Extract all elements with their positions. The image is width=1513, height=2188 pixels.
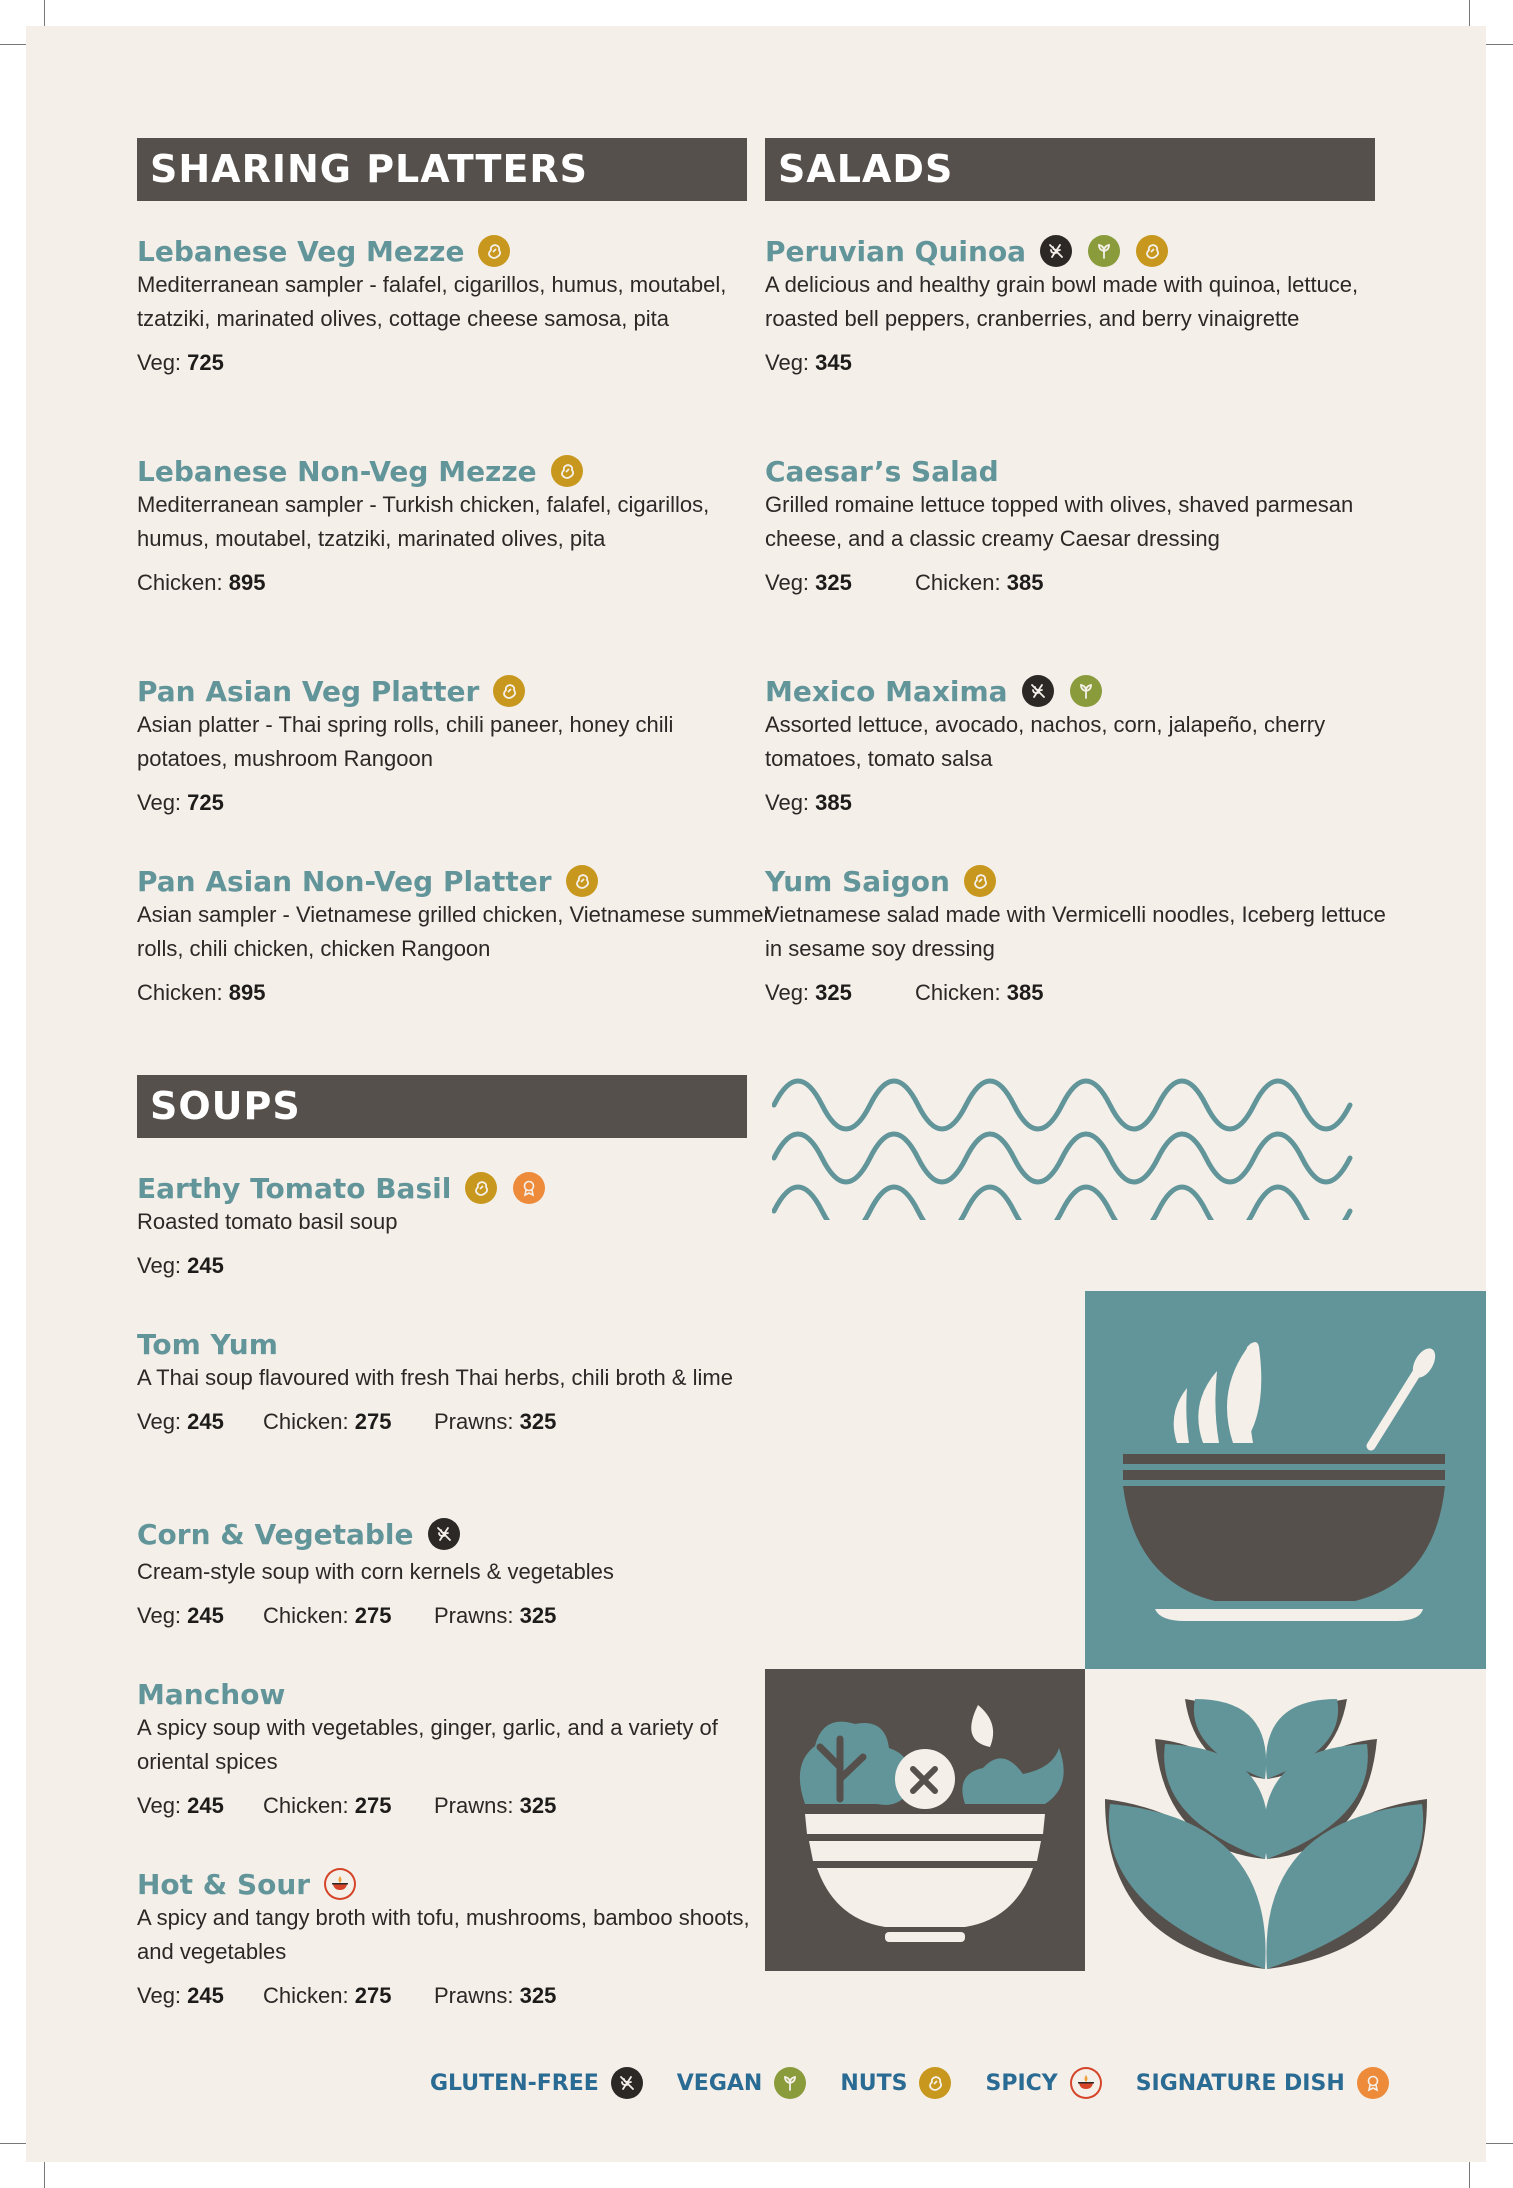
item-description: Roasted tomato basil soup [137,1209,398,1234]
price-value: 385 [1006,570,1044,595]
nuts-icon [551,455,583,487]
item-name: Peruvian Quinoa [765,234,1027,268]
price-label: Veg: [137,350,182,375]
price-label: Veg: [137,1793,182,1818]
nuts-icon [493,675,525,707]
price-label: Prawns: [434,1603,514,1628]
spicy-icon [324,1868,356,1900]
item-description: Vietnamese salad made with Vermicelli noodles, Iceberg lettuce in sesame soy dressing [765,902,1386,961]
item-prices [137,1983,767,2009]
item-name: Lebanese Non-Veg Mezze [137,454,537,488]
soup-bowl-illustration [1085,1291,1486,1669]
price-label: Chicken: [263,1793,349,1818]
item-description: Asian sampler - Vietnamese grilled chicken, Vietnamese summer rolls, chili chicken, chicken Rangoon [137,902,771,961]
price-value: 245 [187,1983,224,2008]
item-name: Lebanese Veg Mezze [137,234,465,268]
legend-label: VEGAN [676,2070,763,2096]
item-name: Manchow [137,1677,286,1711]
menu-item [765,453,1390,596]
menu-item [137,863,777,1006]
menu-item [137,233,762,376]
price-label: Chicken: [263,1603,349,1628]
price-value: 325 [519,1793,557,1818]
price-label: Chicken: [137,570,223,595]
item-description: A delicious and healthy grain bowl made with quinoa, lettuce, roasted bell peppers, cranberries, and berry vinaigrette [765,272,1359,331]
item-prices [137,1409,762,1435]
section-header-salads: SALADS [765,138,1375,201]
item-prices [765,570,1390,596]
crop-mark [1469,2158,1470,2188]
item-prices [137,570,762,596]
vegan-icon [1088,235,1120,267]
item-prices [137,1603,762,1629]
price-value: 275 [354,1409,392,1434]
nuts-icon [964,865,996,897]
price-value: 385 [815,790,852,815]
price-value: 895 [228,570,266,595]
item-name: Earthy Tomato Basil [137,1171,452,1205]
price-value: 245 [187,1793,224,1818]
legend-item [677,2067,807,2099]
wave-decoration [772,1070,1378,1220]
menu-item [137,1170,762,1279]
price-label: Chicken: [915,570,1001,595]
vegan-icon [774,2067,806,2099]
item-prices [137,1253,762,1279]
price-label: Chicken: [263,1409,349,1434]
legend-item [840,2067,951,2099]
signature-dish-icon [1357,2067,1389,2099]
price-label: Chicken: [915,980,1001,1005]
item-prices [137,1793,762,1819]
price-label: Veg: [137,1409,182,1434]
legend-label: SPICY [985,2070,1058,2096]
item-prices [765,980,1390,1006]
crop-mark [44,2158,45,2188]
crop-mark [1483,44,1513,45]
section-header-sharing-platters: SHARING PLATTERS [137,138,747,201]
price-value: 245 [187,1253,224,1278]
nuts-icon [1136,235,1168,267]
price-value: 325 [519,1983,557,2008]
price-value: 325 [815,980,852,1005]
item-name: Corn & Vegetable [137,1517,414,1551]
menu-item [137,1866,767,2009]
crop-mark [1483,2143,1513,2144]
dietary-legend [430,2067,1423,2099]
gluten-free-icon [1040,235,1072,267]
price-value: 275 [354,1983,392,2008]
legend-label: SIGNATURE DISH [1135,2070,1345,2096]
price-value: 245 [187,1409,224,1434]
item-description: A spicy and tangy broth with tofu, mushrooms, bamboo shoots, and vegetables [137,1905,750,1964]
price-label: Veg: [137,1253,182,1278]
vegan-icon [1070,675,1102,707]
item-prices [765,790,1390,816]
nuts-icon [478,235,510,267]
price-label: Veg: [137,1983,182,2008]
item-prices [765,350,1390,376]
menu-item [765,673,1390,816]
item-description: Cream-style soup with corn kernels & vegetables [137,1559,614,1584]
price-label: Veg: [765,350,810,375]
price-label: Chicken: [263,1983,349,2008]
item-name: Yum Saigon [765,864,950,898]
leaf-plant-illustration [1085,1669,1486,1971]
price-value: 385 [1006,980,1044,1005]
gluten-free-icon [1022,675,1054,707]
item-name: Hot & Sour [137,1867,311,1901]
price-label: Prawns: [434,1409,514,1434]
gluten-free-icon [428,1518,460,1550]
price-value: 245 [187,1603,224,1628]
item-name: Mexico Maxima [765,674,1008,708]
price-label: Prawns: [434,1793,514,1818]
menu-item [765,863,1390,1006]
price-value: 895 [228,980,266,1005]
item-description: Mediterranean sampler - Turkish chicken, falafel, cigarillos, humus, moutabel, tzatziki, marinated olives, pita [137,492,710,551]
price-value: 725 [187,790,224,815]
item-description: A Thai soup flavoured with fresh Thai herbs, chili broth & lime [137,1365,733,1390]
item-description: A spicy soup with vegetables, ginger, garlic, and a variety of oriental spices [137,1715,718,1774]
section-header-soups: SOUPS [137,1075,747,1138]
nuts-icon [566,865,598,897]
price-value: 345 [815,350,852,375]
price-value: 325 [519,1409,557,1434]
price-value: 275 [354,1603,392,1628]
spicy-icon [1070,2067,1102,2099]
item-description: Asian platter - Thai spring rolls, chili paneer, honey chili potatoes, mushroom Rangoon [137,712,674,771]
menu-item [137,453,762,596]
price-value: 325 [815,570,852,595]
price-label: Prawns: [434,1983,514,2008]
item-name: Pan Asian Veg Platter [137,674,480,708]
item-prices [137,980,777,1006]
item-description: Assorted lettuce, avocado, nachos, corn, jalapeño, cherry tomatoes, tomato salsa [765,712,1326,771]
legend-label: GLUTEN-FREE [430,2070,599,2096]
menu-item [137,1676,762,1819]
item-name: Tom Yum [137,1327,278,1361]
price-label: Veg: [765,570,810,595]
price-label: Veg: [765,980,810,1005]
legend-item [985,2067,1101,2099]
price-value: 725 [187,350,224,375]
gluten-free-icon [611,2067,643,2099]
item-prices [137,790,762,816]
price-label: Veg: [137,1603,182,1628]
item-description: Mediterranean sampler - falafel, cigarillos, humus, moutabel, tzatziki, marinated olives, cottage cheese samosa, pita [137,272,727,331]
menu-item [137,673,762,816]
price-label: Chicken: [137,980,223,1005]
menu-item [137,1516,762,1629]
salad-bowl-illustration [765,1669,1085,1971]
item-description: Grilled romaine lettuce topped with olives, shaved parmesan cheese, and a classic creamy Caesar dressing [765,492,1354,551]
legend-item [430,2067,643,2099]
item-name: Pan Asian Non-Veg Platter [137,864,552,898]
legend-item [1136,2067,1389,2099]
item-name: Caesar’s Salad [765,454,999,488]
nuts-icon [465,1172,497,1204]
menu-item [765,233,1390,376]
menu-item [137,1326,762,1435]
price-value: 275 [354,1793,392,1818]
price-label: Veg: [137,790,182,815]
legend-label: NUTS [840,2070,908,2096]
item-prices [137,350,762,376]
signature-dish-icon [513,1172,545,1204]
price-value: 325 [519,1603,557,1628]
price-label: Veg: [765,790,810,815]
nuts-icon [919,2067,951,2099]
